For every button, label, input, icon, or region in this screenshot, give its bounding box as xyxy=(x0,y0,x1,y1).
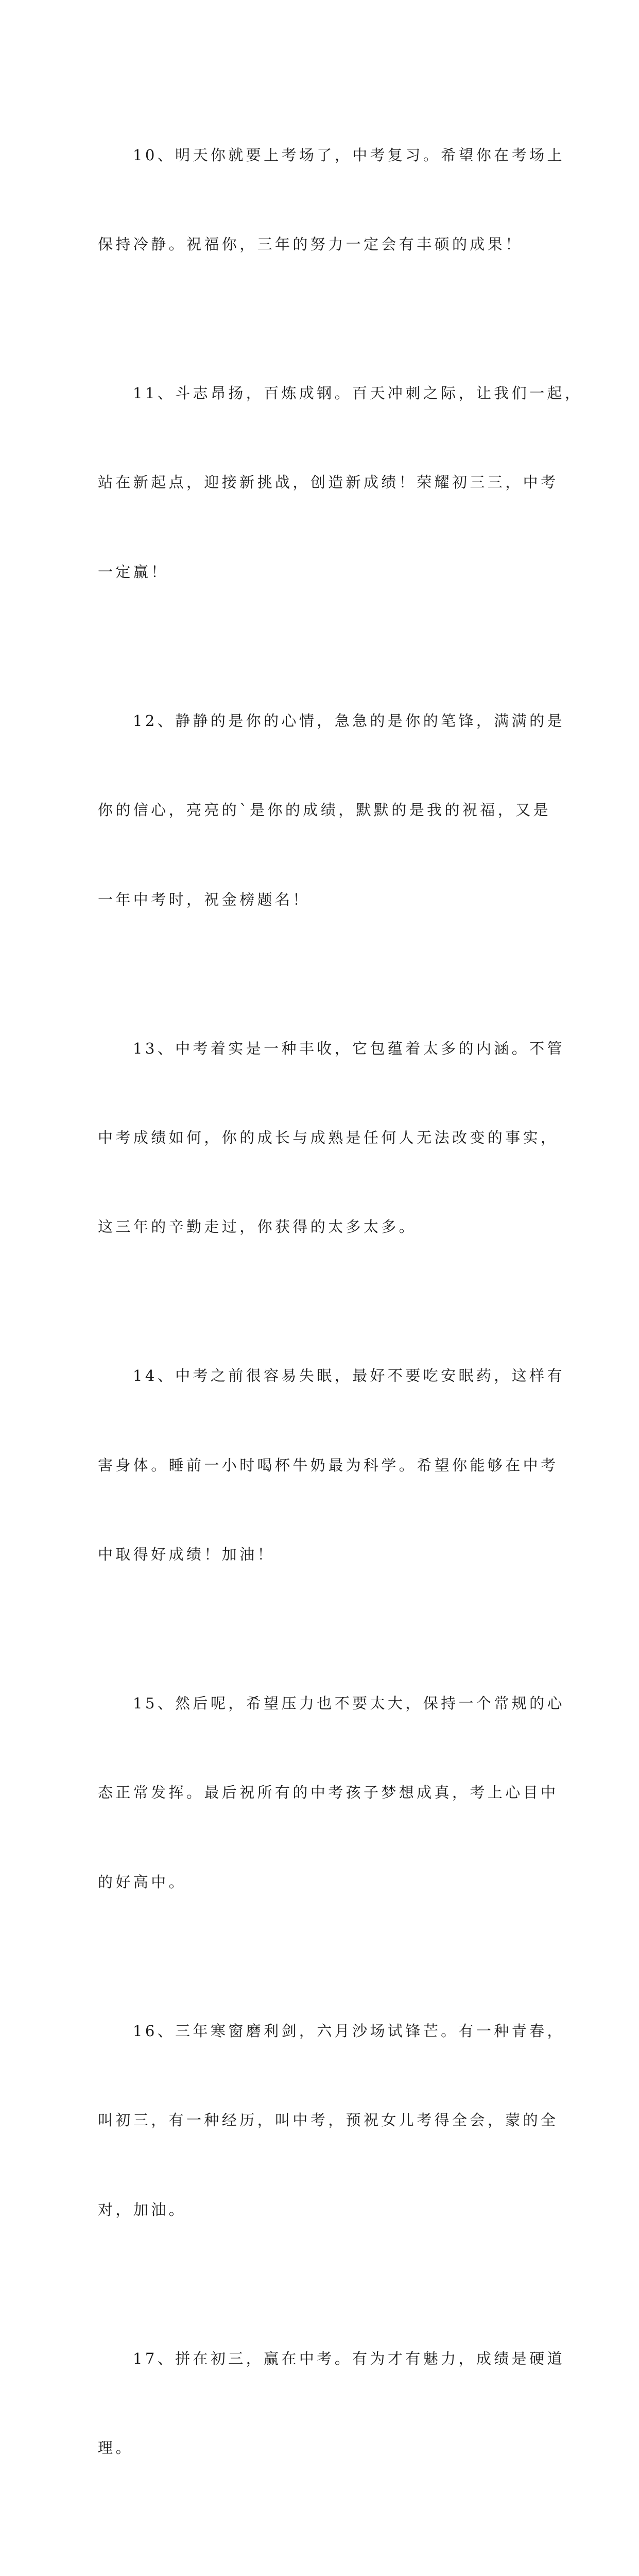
paragraph-line: 对，加油。 xyxy=(98,2200,187,2218)
paragraph-16 xyxy=(98,1957,565,2284)
paragraph-line: 你的信心，亮亮的`是你的成绩，默默的是我的祝福，又是 xyxy=(98,801,551,819)
paragraph-12 xyxy=(98,647,565,974)
paragraph-15 xyxy=(98,1629,565,1957)
paragraph-line: 这三年的辛勤走过，你获得的太多太多。 xyxy=(98,1218,417,1236)
paragraph-line: 15、然后呢，希望压力也不要太大，保持一个常规的心 xyxy=(133,1694,565,1713)
paragraph-line: 13、中考着实是一种丰收，它包蕴着太多的内涵。不管 xyxy=(133,1039,565,1057)
paragraph-line: 11、斗志昂扬，百炼成钢。百天冲刺之际，让我们一起， xyxy=(133,384,583,402)
paragraph-11 xyxy=(98,319,583,647)
paragraph-line: 理。 xyxy=(98,2438,133,2456)
paragraph-17 xyxy=(98,2284,565,2522)
paragraph-line: 害身体。睡前一小时喝杯牛奶最为科学。希望你能够在中考 xyxy=(98,1456,559,1474)
paragraph-line: 一年中考时，祝金榜题名！ xyxy=(98,890,310,908)
paragraph-line: 16、三年寒窗磨利剑，六月沙场试锋芒。有一种青春， xyxy=(133,2022,565,2040)
paragraph-line: 10、明天你就要上考场了，中考复习。希望你在考场上 xyxy=(133,146,565,164)
paragraph-line: 站在新起点，迎接新挑战，创造新成绩！荣耀初三三，中考 xyxy=(98,473,559,492)
paragraph-line: 12、静静的是你的心情，急急的是你的笔锋，满满的是 xyxy=(133,711,565,730)
paragraph-line: 中考成绩如何，你的成长与成熟是任何人无法改变的事实， xyxy=(98,1128,559,1146)
paragraph-line: 叫初三，有一种经历，叫中考，预祝女儿考得全会，蒙的全 xyxy=(98,2111,559,2129)
paragraph-13 xyxy=(98,974,565,1302)
paragraph-line: 保持冷静。祝福你，三年的努力一定会有丰硕的成果！ xyxy=(98,235,523,253)
paragraph-line: 17、拼在初三，赢在中考。有为才有魅力，成绩是硬道 xyxy=(133,2349,565,2367)
paragraph-line: 14、中考之前很容易失眠，最好不要吃安眠药，这样有 xyxy=(133,1367,565,1385)
document-body xyxy=(98,81,583,2576)
paragraph-line: 态正常发挥。最后祝所有的中考孩子梦想成真，考上心目中 xyxy=(98,1784,559,1802)
paragraph-line: 一定赢！ xyxy=(98,563,169,581)
paragraph-10 xyxy=(98,81,565,319)
paragraph-18 xyxy=(98,2522,551,2576)
paragraph-line: 中取得好成绩！加油！ xyxy=(98,1546,275,1564)
paragraph-line: 的好高中。 xyxy=(98,1873,187,1891)
paragraph-14 xyxy=(98,1302,565,1630)
